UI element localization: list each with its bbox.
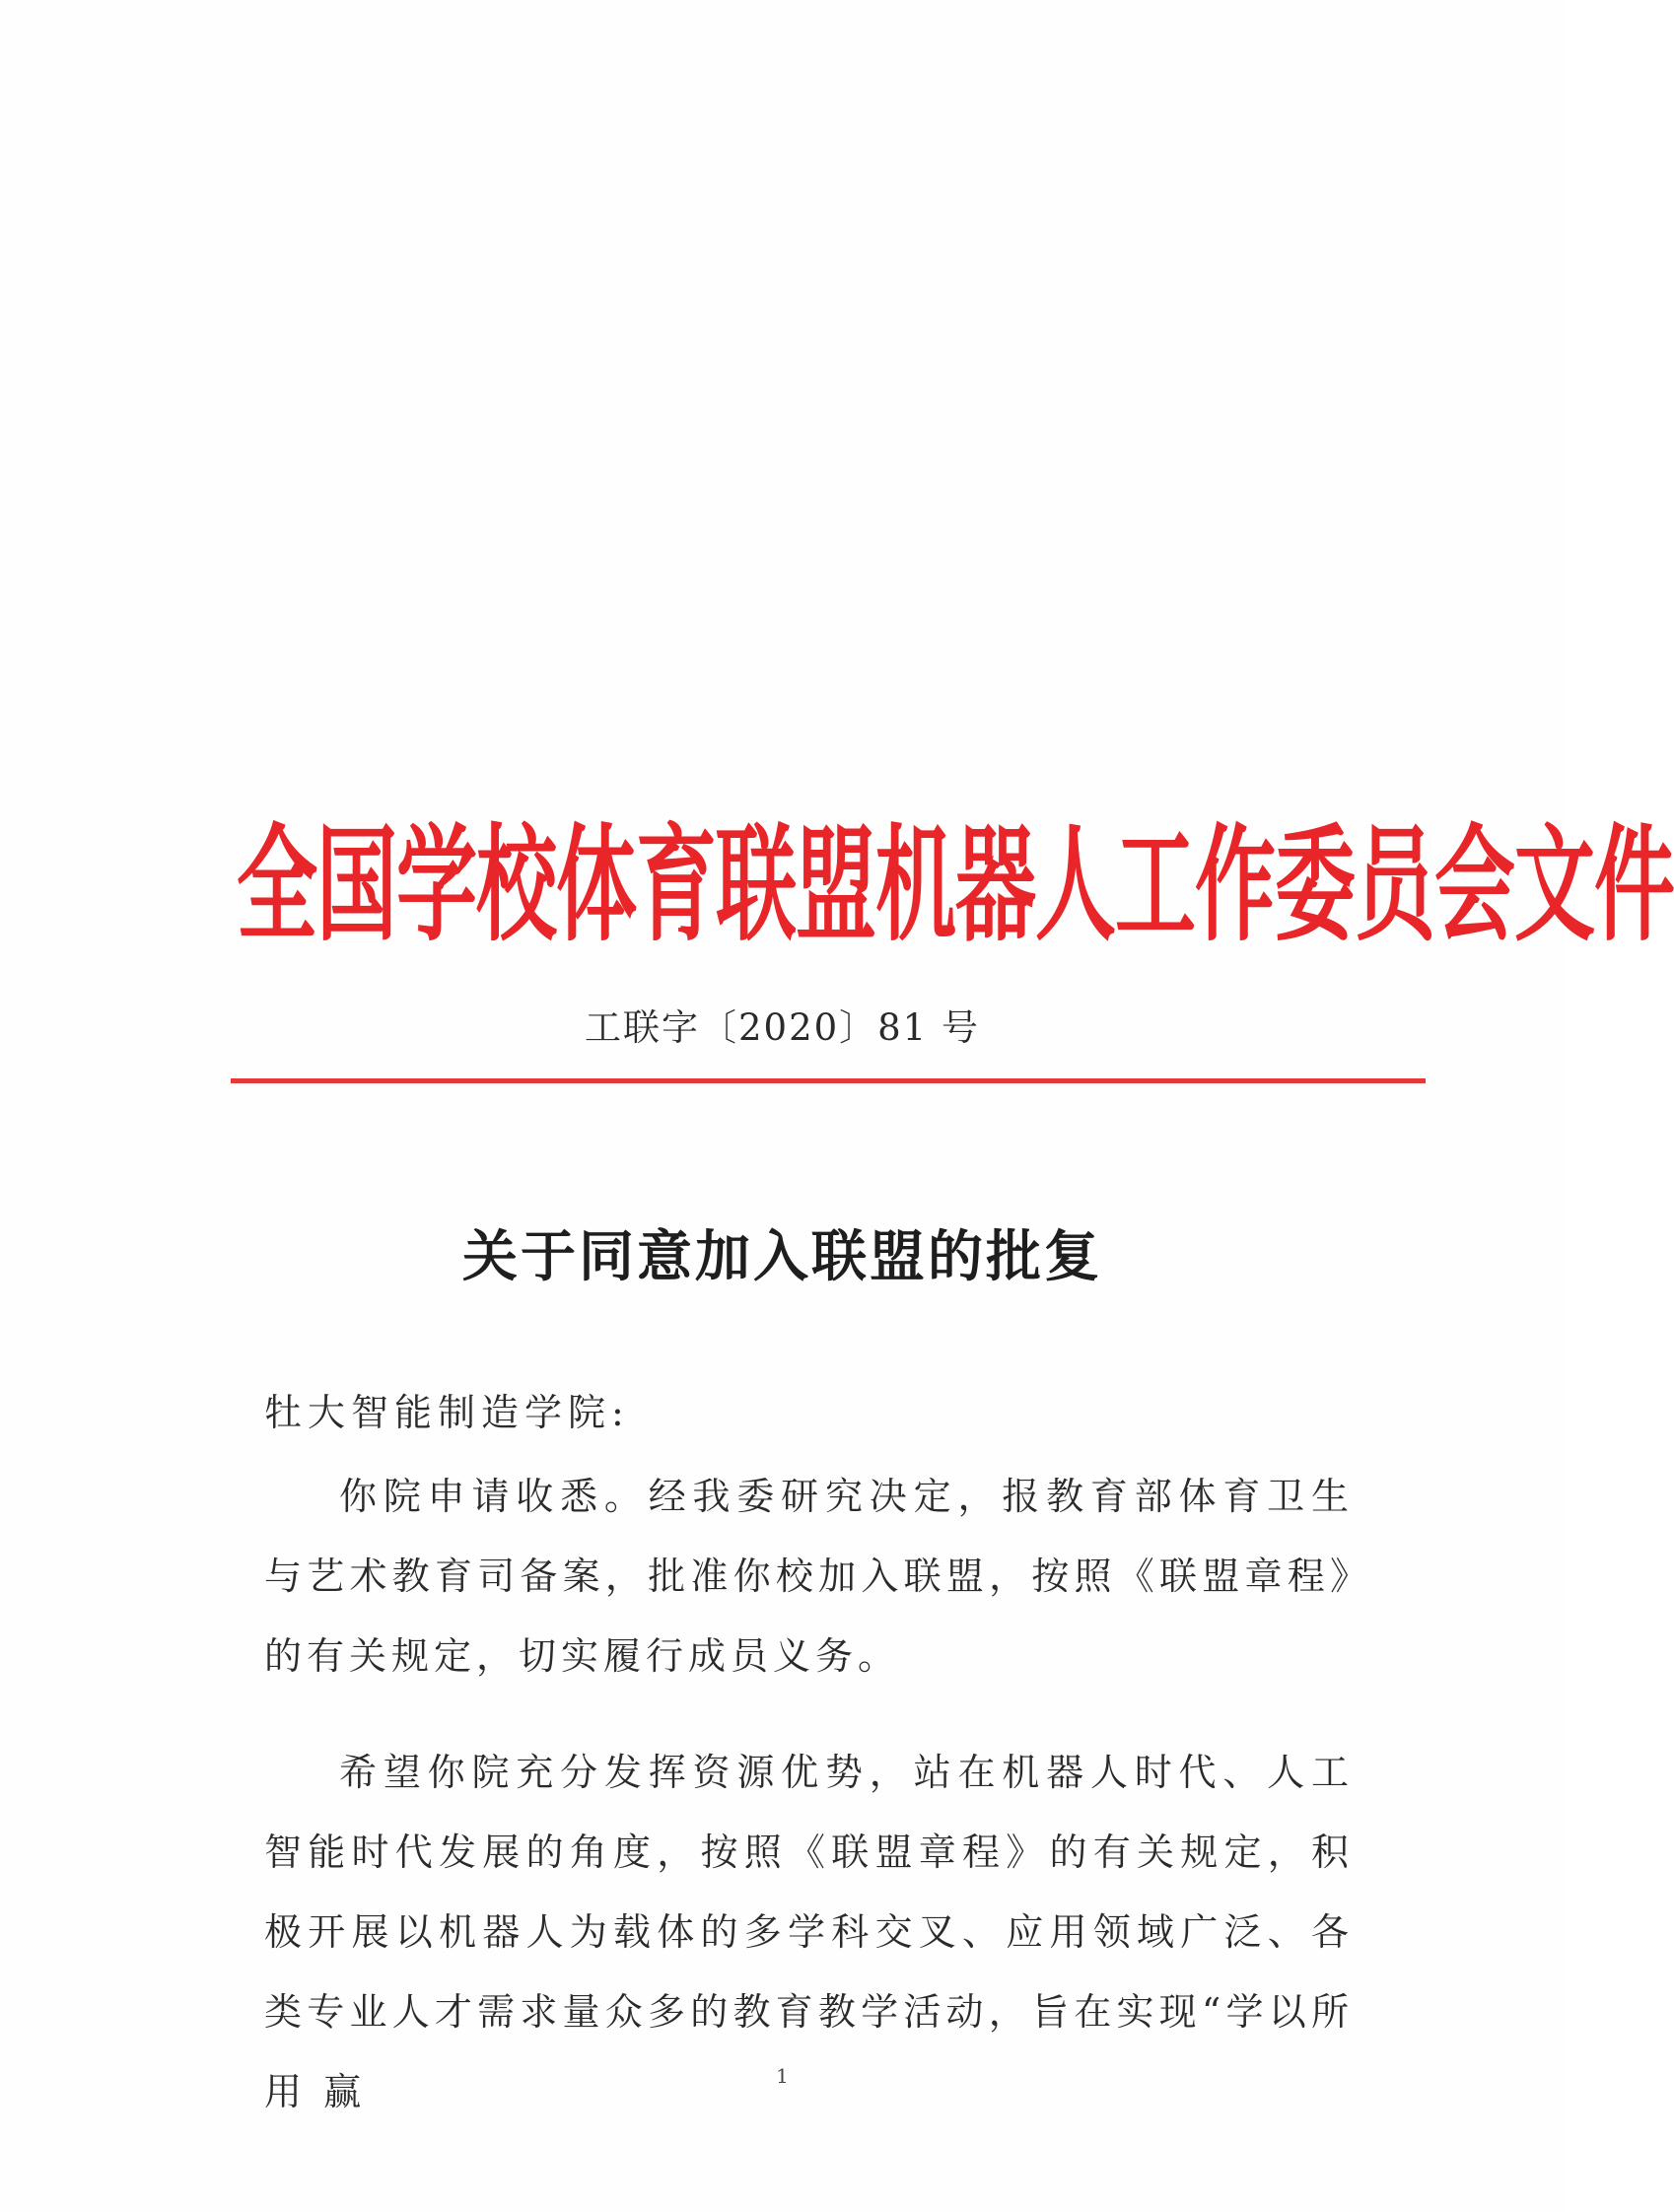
salutation: 牡大智能制造学院: xyxy=(264,1391,630,1434)
red-divider-rule xyxy=(231,1078,1426,1083)
body-paragraph-2: 希望你院充分发挥资源优势，站在机器人时代、人工智能时代发展的角度，按照《联盟章程》的有关规定，积极开展以机器人为载体的多学科交叉、应用领域广泛、各类专业人才需求量众多的教育教学活动，旨在实现“学以所用 赢 xyxy=(264,1751,1354,2113)
subject-title: 关于同意加入联盟的批复 xyxy=(462,1224,1102,1289)
body-paragraph-1: 你院申请收悉。经我委研究决定，报教育部体育卫生与艺术教育司备案，批准你校加入联盟，按照《联盟章程》的有关规定，切实履行成员义务。 xyxy=(264,1475,1354,1678)
page-number: 1 xyxy=(776,2064,789,2088)
masthead-title: 全国学校体育联盟机器人工作委员会文件 xyxy=(237,813,1674,959)
document-number: 工联字〔2020〕81 号 xyxy=(584,1006,980,1049)
masthead xyxy=(237,734,1674,959)
